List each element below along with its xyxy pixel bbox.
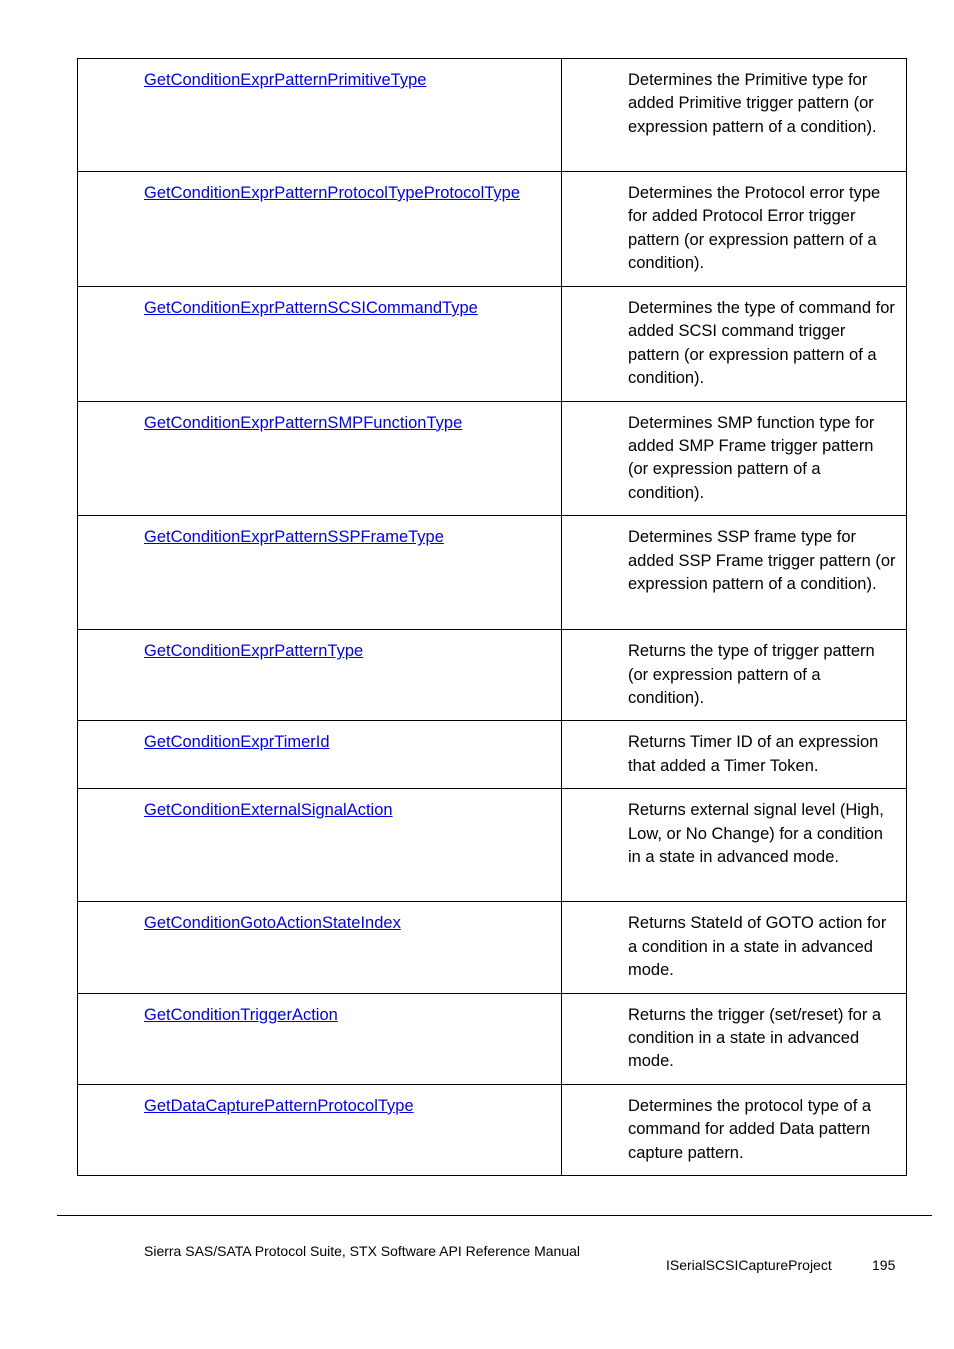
method-description: Determines SSP frame type for added SSP Frame trigger pattern (or expression pattern of a condition). [562,516,907,630]
table-row [78,59,907,172]
method-name-cell [78,59,562,172]
method-name-cell [78,172,562,287]
footer-page-number: 195 [872,1257,896,1273]
method-link[interactable]: GetConditionExternalSignalAction [144,801,393,820]
method-name-cell [78,287,562,402]
table-row [78,172,907,287]
method-name-cell [78,789,562,902]
method-name-cell [78,516,562,630]
method-description: Returns the trigger (set/reset) for a condition in a state in advanced mode. [562,993,907,1084]
method-name-cell [78,1084,562,1175]
table-row [78,287,907,402]
method-description: Determines the Protocol error type for added Protocol Error trigger pattern (or expression pattern of a condition). [562,172,907,287]
method-link[interactable]: GetConditionExprPatternType [144,642,364,661]
method-name-cell [78,401,562,516]
table-row [78,721,907,789]
method-rows [78,59,907,1176]
footer-section-name: ISerialSCSICaptureProject [666,1257,832,1273]
method-description: Determines the type of command for added SCSI command trigger pattern (or expression pattern of a condition). [562,287,907,402]
footer-manual-title: Sierra SAS/SATA Protocol Suite, STX Software API Reference Manual [144,1243,581,1259]
method-name-cell [78,902,562,993]
table-row [78,902,907,993]
method-link[interactable]: GetDataCapturePatternProtocolType [144,1096,414,1115]
table-row [78,993,907,1084]
method-link[interactable]: GetConditionGotoActionStateIndex [144,914,401,933]
method-name-cell [78,993,562,1084]
method-description: Determines the protocol type of a command for added Data pattern capture pattern. [562,1084,907,1175]
table-row [78,789,907,902]
method-link[interactable]: GetConditionExprPatternProtocolTypeProtocolType [144,184,521,202]
table-row [78,630,907,721]
method-link[interactable]: GetConditionExprPatternSCSICommandType [144,299,478,317]
method-name-cell [78,721,562,789]
method-description: Returns the type of trigger pattern (or expression pattern of a condition). [562,630,907,721]
footer-divider [57,1215,932,1216]
method-description: Returns Timer ID of an expression that added a Timer Token. [562,721,907,789]
method-link[interactable]: GetConditionExprPatternSMPFunctionType [144,413,463,432]
table-row [78,516,907,630]
method-table [77,58,907,1176]
method-link[interactable]: GetConditionExprPatternPrimitiveType [144,71,427,89]
method-link[interactable]: GetConditionExprTimerId [144,733,330,752]
method-description: Returns StateId of GOTO action for a condition in a state in advanced mode. [562,902,907,993]
method-description: Determines the Primitive type for added Primitive trigger pattern (or expression pattern of a condition). [562,59,907,172]
method-description: Determines SMP function type for added SMP Frame trigger pattern (or expression pattern of a condition). [562,401,907,516]
method-name-cell [78,630,562,721]
table-row [78,401,907,516]
method-link[interactable]: GetConditionExprPatternSSPFrameType [144,528,444,547]
method-link[interactable]: GetConditionTriggerAction [144,1005,338,1024]
method-description: Returns external signal level (High, Low, or No Change) for a condition in a state in advanced mode. [562,789,907,902]
table-row [78,1084,907,1175]
